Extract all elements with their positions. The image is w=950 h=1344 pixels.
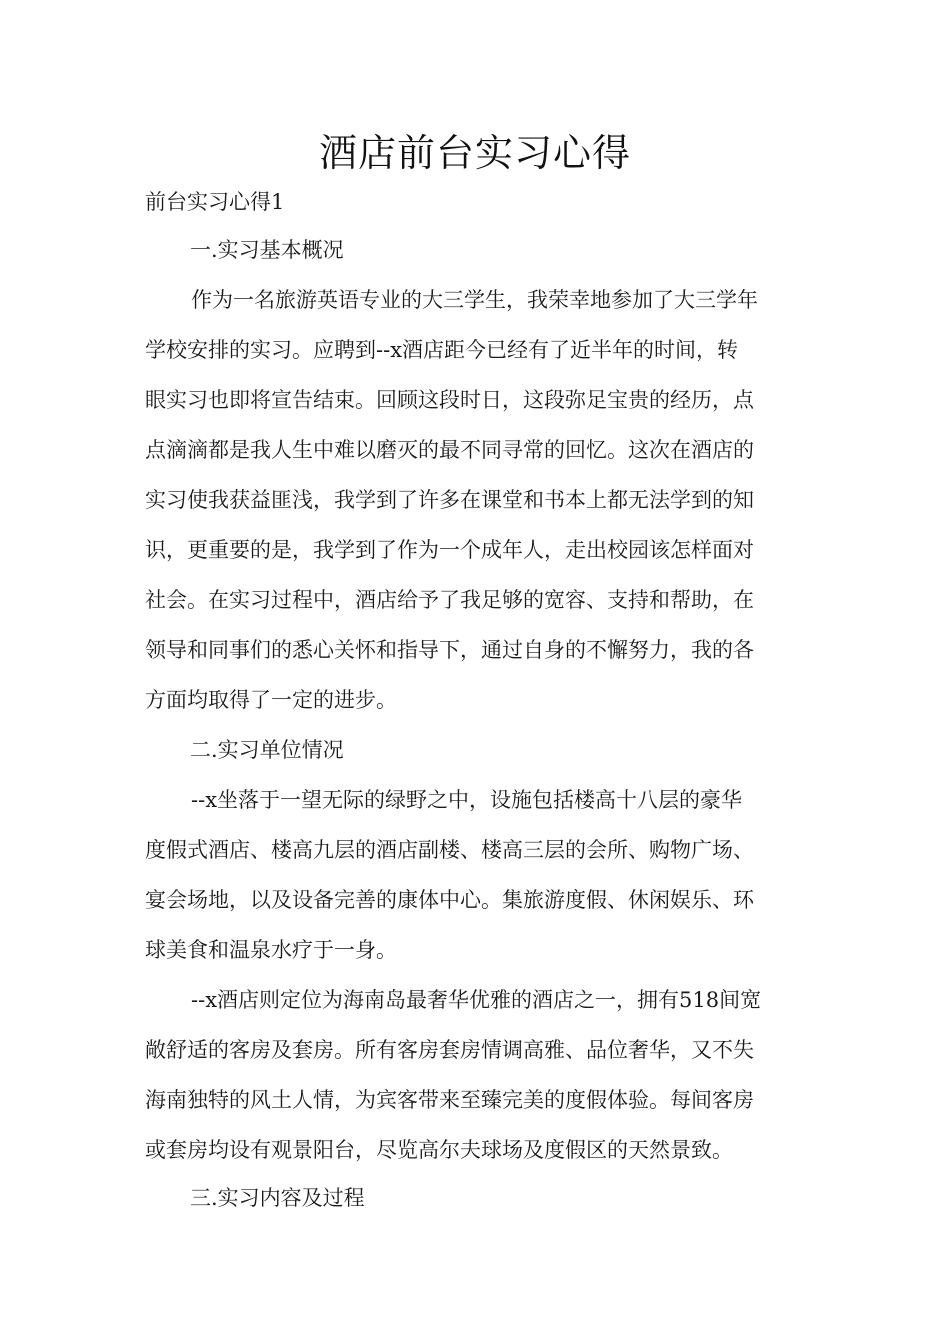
- document-subtitle: 前台实习心得1: [145, 190, 285, 214]
- section-1-paragraph: [145, 275, 805, 725]
- paragraph-line: 海南独特的风土人情，为宾客带来至臻完美的度假体验。每间客房: [145, 1088, 754, 1112]
- paragraph-line: 敞舒适的客房及套房。所有客房套房情调高雅、品位奢华，又不失: [145, 1038, 754, 1062]
- paragraph-line: 点滴滴都是我人生中难以磨灭的最不同寻常的回忆。这次在酒店的: [145, 438, 754, 462]
- paragraph-line: 或套房均设有观景阳台，尽览高尔夫球场及度假区的天然景致。: [145, 1138, 733, 1162]
- paragraph-line: 领导和同事们的悉心关怀和指导下，通过自身的不懈努力，我的各: [145, 638, 754, 662]
- section-heading-1: 一.实习基本概况: [190, 238, 344, 262]
- section-2-paragraph-1: [145, 775, 805, 975]
- paragraph-line: --x酒店则定位为海南岛最奢华优雅的酒店之一，拥有518间宽: [191, 988, 762, 1012]
- paragraph-line: 度假式酒店、楼高九层的酒店副楼、楼高三层的会所、购物广场、: [145, 838, 754, 862]
- paragraph-line: --x坐落于一望无际的绿野之中，设施包括楼高十八层的豪华: [191, 788, 743, 812]
- paragraph-line: 实习使我获益匪浅，我学到了许多在课堂和书本上都无法学到的知: [145, 488, 754, 512]
- paragraph-line: 作为一名旅游英语专业的大三学生，我荣幸地参加了大三学年: [191, 288, 758, 312]
- paragraph-line: 社会。在实习过程中，酒店给予了我足够的宽容、支持和帮助，在: [145, 588, 754, 612]
- section-heading-2: 二.实习单位情况: [190, 738, 344, 762]
- paragraph-line: 识，更重要的是，我学到了作为一个成年人，走出校园该怎样面对: [145, 538, 754, 562]
- section-2-paragraph-2: [145, 975, 805, 1175]
- paragraph-line: 宴会场地，以及设备完善的康体中心。集旅游度假、休闲娱乐、环: [145, 888, 754, 912]
- paragraph-line: 球美食和温泉水疗于一身。: [145, 938, 397, 962]
- paragraph-line: 眼实习也即将宣告结束。回顾这段时日，这段弥足宝贵的经历，点: [145, 388, 754, 412]
- section-heading-3: 三.实习内容及过程: [190, 1186, 365, 1210]
- document-title: 酒店前台实习心得: [318, 131, 631, 175]
- paragraph-line: 学校安排的实习。应聘到--x酒店距今已经有了近半年的时间，转: [145, 338, 739, 362]
- paragraph-line: 方面均取得了一定的进步。: [145, 688, 397, 712]
